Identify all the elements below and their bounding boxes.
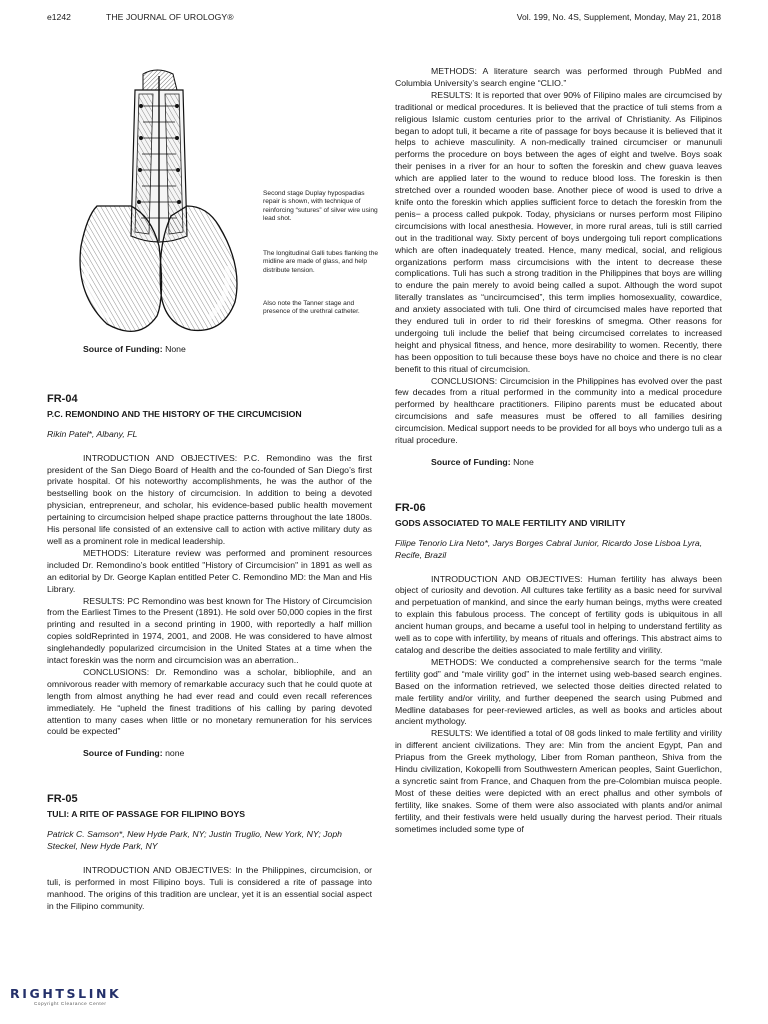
abstract-fr06	[395, 503, 722, 836]
journal-title: THE JOURNAL OF UROLOGY®	[106, 12, 234, 22]
surgical-illustration	[47, 66, 262, 336]
abstract-intro: INTRODUCTION AND OBJECTIVES: P.C. Remondino was the first president of the San Diego Board of Health and the co-founded of San Diego’s first private hospital. Of his noteworthy accomplishments, he was the author of the bestselling book on the history of circumcision. In addition to being a devoted physician, entrepreneur, and scholar, his evidence-based public health movement pertaining to circumcision helped shape practice patterns throughout the late 1800s. His personal life consisted of an extensive call to action with active military duty as well as a prominent role in medical leadership.	[47, 452, 372, 546]
abstract-title: GODS ASSOCIATED TO MALE FERTILITY AND VIRILITY	[395, 517, 626, 528]
volume-info: Vol. 199, No. 4S, Supplement, Monday, May 21, 2018	[516, 12, 721, 22]
page-number: e1242	[47, 12, 71, 22]
abstract-results: RESULTS: PC Remondino was best known for The History of Circumcision from the Earliest Times to the Present (1891). He sold over 50,000 copies in the first printing and resulted in a second printing in 1900, with reportedly a half million copies soldReprinted in 1974, 2001, and 2008. He was considered to have almost singlehandedly popularized circumcision in the United States at a time when the intact foreskin was the norm and circumcision was an aberration..	[47, 595, 372, 666]
logo-subtitle: Copyright Clearance Center	[34, 1001, 107, 1006]
figure-caption-3: Also note the Tanner stage and presence of the urethral catheter.	[263, 300, 360, 316]
fr05-methods: METHODS: A literature search was performed through PubMed and Columbia University’s search engine “CLIO.”	[395, 66, 722, 88]
fr03-funding: Source of Funding: None	[83, 344, 186, 354]
fr05-results: RESULTS: It is reported that over 90% of Filipino males are circumcised by traditional or medical procedures. It is believed that the practice of tuli stems from a religious Islamic custom centuries prior to the arrival of Christianity. As Filipinos began to adopt tuli, it became a rite of passage for boys because it is believed that it helps to achieve masculinity. A non-medically trained circumciser or manunuli performs the procedure on boys between the ages of eight and twelve. Boys soak their penises in a river for an hour to soften the foreskin and chew guava leaves which are applied later to the wound to reduce blood loss. The foreskin is then stretched over a rounded wooden base. Another piece of wood is used to drive a knife onto the foreskin which applies sufficient force to detach the foreskin from the penis− a process called pukpok. Today, physicians or nurses perform most Filipino circumcisions with local anesthesia. However, in more rural areas, tuli is still carried out in the traditional way. Sixty percent of boys undergoing tuli report complications which are often inadequately treated. Hence, many medical, social, and religious organizations perform mass circumcisions with the intent to decrease these complications. Tuli has such a strong tradition in the Philippines that boys are willing to endure the pain merely to avoid being called a supot. Although the word supot literally translates as “uncircumcised”, this term implies homosexuality, cowardice, and anxiety associated with tuli. One third of circumcised males have reported that they endured tuli in order to rid their foreskins of smegma. Other reasons for undergoing tuli include the belief that being circumcised correlates to increased height and physical fitness, and hence, more desirability to women. Recently, there has been opposition to tuli because these boys have no choice and there is no clear benefit to this ritual of circumcision.	[395, 89, 722, 374]
abstract-id: FR-06	[395, 501, 426, 514]
figure-caption-1: Second stage Duplay hypospadias repair is shown, with technique of reinforcing “sutures” of silver wire using lead shot.	[263, 190, 378, 223]
abstract-methods: METHODS: We conducted a comprehensive search for the terms “male fertility god” and “male virility god” in the internet using web-based search engines. Based on the information retrieved, we selected those deities directed related to male fertility and/or virility, and further deepened the search using Pubmed and Medline databases for peer-reviewed articles, as well as books and articles about ancient mythology.	[395, 656, 722, 727]
abstract-title: TULI: A RITE OF PASSAGE FOR FILIPINO BOYS	[47, 809, 246, 820]
fr04-funding: Source of Funding: none	[83, 748, 185, 759]
abstract-title: P.C. REMONDINO AND THE HISTORY OF THE CIRCUMCISION	[47, 408, 302, 419]
figure-caption-2: The longitudinal Galli tubes flanking the midline are made of glass, and help distribute tension.	[263, 250, 379, 274]
abstract-authors: Rikin Patel*, Albany, FL	[47, 428, 138, 439]
rightslink-logo	[10, 986, 170, 1016]
running-header	[0, 12, 768, 26]
right-column	[395, 66, 722, 835]
left-column	[47, 66, 379, 913]
abstract-id: FR-04	[47, 392, 78, 405]
abstract-authors: Filipe Tenorio Lira Neto*, Jarys Borges Cabral Junior, Ricardo Jose Lisboa Lyra, Recife, Brazil	[395, 537, 703, 560]
abstract-methods: METHODS: Literature review was performed and prominent resources included Dr. Remondino’s book entitled "History of Circumcision" in 1891 as well as an editorial by Dr. George Kaplan entitled Peter C. Remondino MD: the Man and His Library.	[47, 547, 372, 594]
abstract-authors: Patrick C. Samson*, New Hyde Park, NY; Justin Truglio, New York, NY; Joph Steckel, New Hyde Park, NY	[47, 829, 342, 851]
figure-hypospadias-illustration	[47, 66, 379, 336]
logo-text: RIGHTSLINK	[10, 986, 122, 1001]
fr05-funding: Source of Funding: None	[431, 457, 534, 467]
abstract-id: FR-05	[47, 793, 78, 806]
abstract-fr05	[47, 794, 372, 912]
abstract-conclusions: CONCLUSIONS: Dr. Remondino was a scholar, bibliophile, and an omnivorous reader with memory of remarkable accuracy such that he could quote at length from almost anything he had ever read and could even recall references immediately. He “upheld the finest traditions of his calling by paring devoted attention to many cases when little or no monetary remuneration for his services could be expected”	[47, 666, 372, 737]
abstract-fr04	[47, 394, 372, 760]
abstract-intro: INTRODUCTION AND OBJECTIVES: Human fertility has always been object of curiosity and devotion. All cultures take fertility as a basic need for survival and perpetuation of mankind, and since the early human beings, myths were created to explain this fabulous process. The concept of fertility gods is ubiquitous in all ancient human groups, and became a useful tool in helping to understand fertility as well as to cope with infertility, by means of rituals and offerings. This abstract aims to catalog and describe the deities associated to male fertility and virility.	[395, 573, 722, 655]
fr05-conclusions: CONCLUSIONS: Circumcision in the Philippines has evolved over the past few decades from a ritual performed in the community into a medical procedure performed by healthcare practitioners. Filipino parents must be educated about circumcisions and safe measures must be offered to all families desiring circumcision. Medical support needs to be provided for all boys who undergo tuli as a ritual procedure.	[395, 375, 722, 446]
abstract-results: RESULTS: We identified a total of 08 gods linked to male fertility and virility in different ancient civilizations. They are: Min from the ancient Egypt, Pan and Priapus from the Greek mythology, Liber from Roman pantheon, Shiva from the Hindu civilization, Kokopelli from Southwestern American peoples, Saint Guerlichon, a syncretic saint from France, and Chaquen from the pre-Colombian muisca people. Most of these deities were depicted with an erect phallus and other symbols of fertility, like snakes. Some of them were also associated with plants and/or animal fertility, and their festivals were held usually during the harvest period. Their rituals sometimes included some type of	[395, 728, 722, 834]
abstract-intro: INTRODUCTION AND OBJECTIVES: In the Philippines, circumcision, or tuli, is performed in most Filipino boys. Tuli is considered a rite of passage into manhood. The origins of this tradition are unclear, yet it is an essential social aspect in the Filipino community.	[47, 864, 372, 911]
